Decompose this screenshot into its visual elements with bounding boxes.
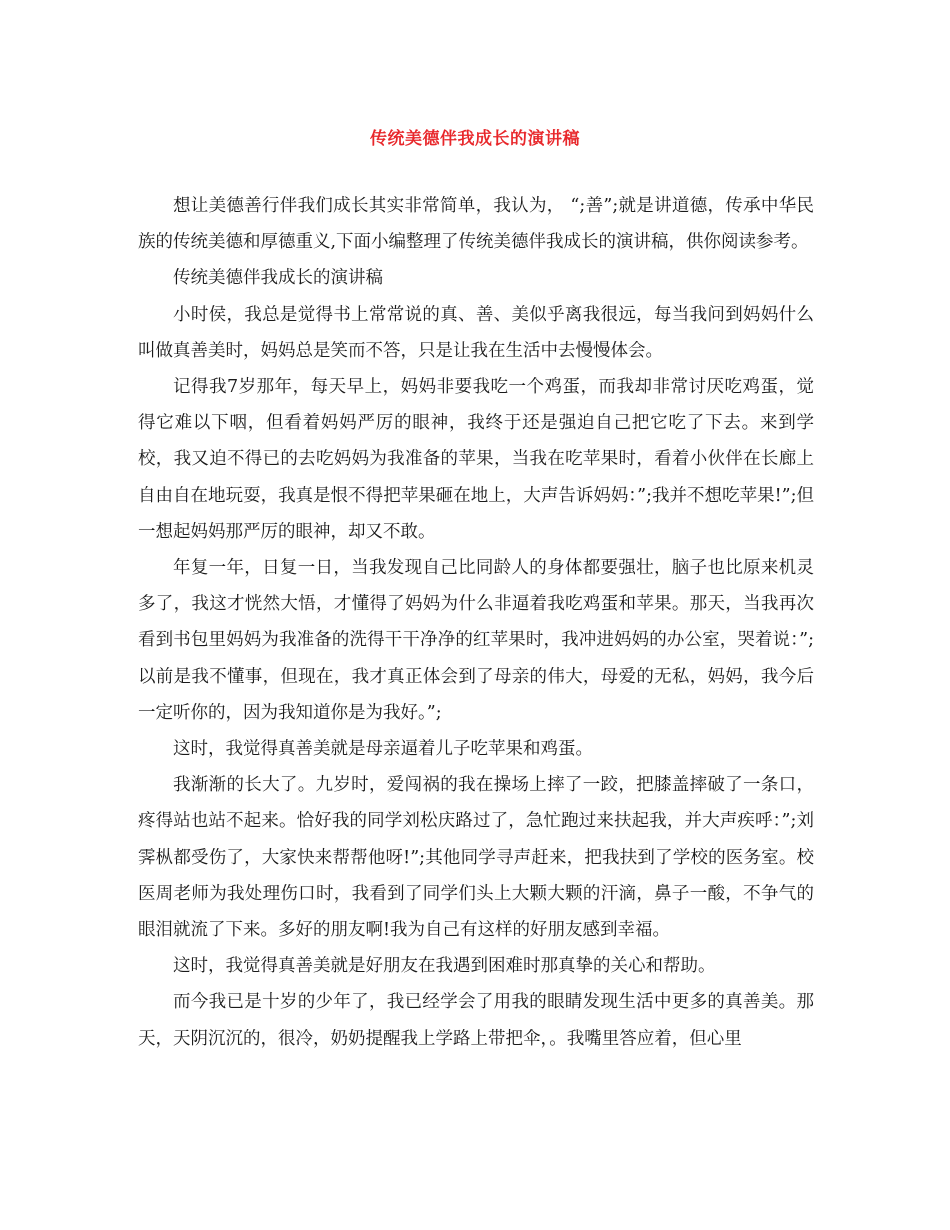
paragraph-subtitle: 传统美德伴我成长的演讲稿 — [173, 268, 383, 289]
paragraph: 这时，我觉得真善美就是好朋友在我遇到困难时那真挚的关心和帮助。 — [173, 956, 716, 977]
document-body — [138, 188, 814, 1057]
paragraph: 我渐渐的长大了。九岁时，爱闯祸的我在操场上摔了一跤，把膝盖摔破了一条口，疼得站也站不起来。恰好我的同学刘松庆路过了，急忙跑过来扶起我，并大声疾呼：”;刘霁枞都受伤了，大家快来帮帮他呀!”;其他同学寻声赶来，把我扶到了学校的医务室。校医周老师为我处理伤口时，我看到了同学们头上大颗大颗的汗滴，鼻子一酸，不争气的眼泪就流了下来。多好的朋友啊!我为自己有这样的好朋友感到幸福。 — [138, 775, 814, 941]
paragraph: 小时侯，我总是觉得书上常常说的真、善、美似乎离我很远，每当我问到妈妈什么叫做真善美时，妈妈总是笑而不答，只是让我在生活中去慢慢体会。 — [138, 304, 814, 361]
paragraph-intro: 想让美德善行伴我们成长其实非常简单，我认为， “;善”;就是讲道德，传承中华民族的传统美德和厚德重义,下面小编整理了传统美德伴我成长的演讲稿，供你阅读参考。 — [138, 196, 814, 253]
paragraph: 年复一年，日复一日，当我发现自己比同龄人的身体都要强壮，脑子也比原来机灵多了，我这才恍然大悟，才懂得了妈妈为什么非逼着我吃鸡蛋和苹果。那天，当我再次看到书包里妈妈为我准备的洗得干干净净的红苹果时，我冲进妈妈的办公室，哭着说：”;以前是我不懂事，但现在，我才真正体会到了母亲的伟大，母爱的无私，妈妈，我今后一定听你的，因为我知道你是为我好。”; — [138, 558, 814, 723]
paragraph: 这时，我觉得真善美就是母亲逼着儿子吃苹果和鸡蛋。 — [173, 739, 593, 760]
document-title: 传统美德伴我成长的演讲稿 — [370, 129, 580, 149]
paragraph: 记得我7岁那年，每天早上，妈妈非要我吃一个鸡蛋，而我却非常讨厌吃鸡蛋，觉得它难以下咽，但看着妈妈严厉的眼神，我终于还是强迫自己把它吃了下去。来到学校，我又迫不得已的去吃妈妈为我准备的苹果，当我在吃苹果时，看着小伙伴在长廊上自由自在地玩耍，我真是恨不得把苹果砸在地上，大声告诉妈妈：”;我并不想吃苹果!”;但一想起妈妈那严厉的眼神，却又不敢。 — [138, 377, 814, 542]
paragraph: 而今我已是十岁的少年了，我已经学会了用我的眼睛发现生活中更多的真善美。那天，天阴沉沉的，很冷，奶奶提醒我上学路上带把伞，。我嘴里答应着，但心里 — [138, 992, 814, 1049]
